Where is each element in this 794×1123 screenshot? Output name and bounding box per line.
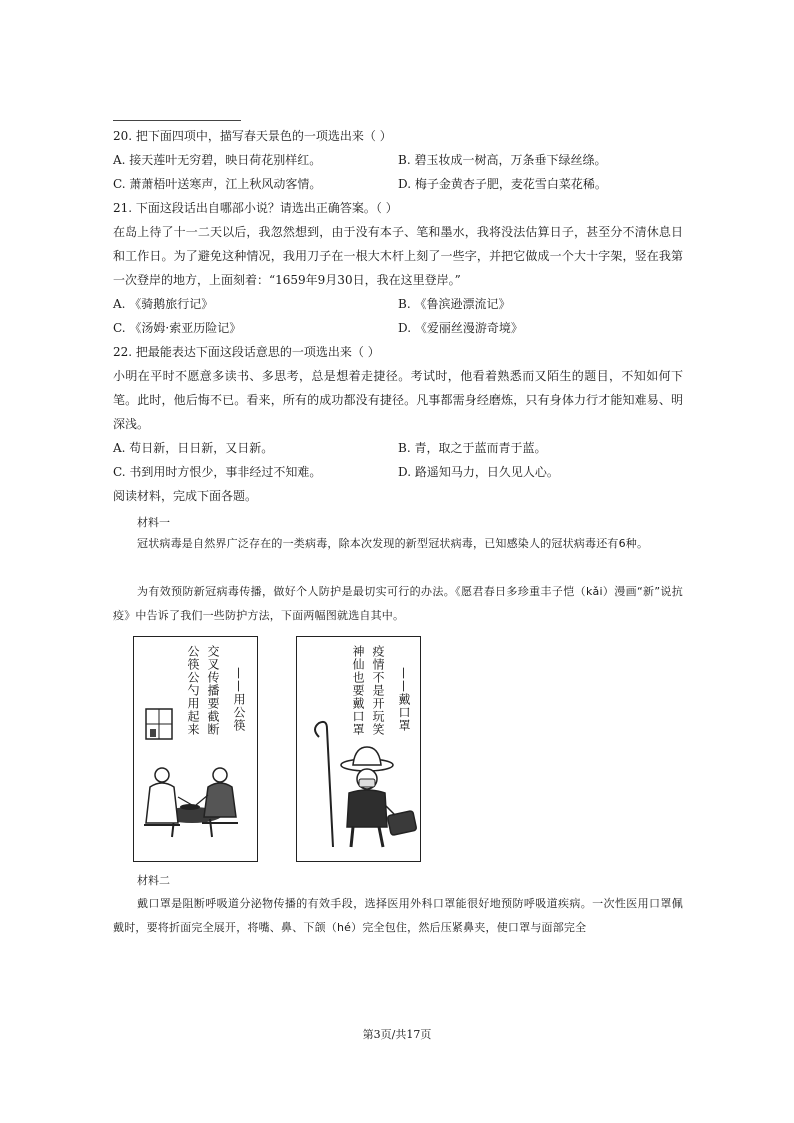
q22-option-d: D. 路遥知马力，日久见人心。 <box>398 465 559 479</box>
q22-passage: 小明在平时不愿意多读书、多思考，总是想着走捷径。考试时，他看着熟悉而又陌生的题目，不知如何下笔。此时，他后悔不已。看来，所有的成功都没有捷径。凡事都需身经磨炼，只有身体力行才能知难易、明深浅。 <box>113 369 683 431</box>
material1-paragraph-1: 冠状病毒是自然界广泛存在的一类病毒，除本次发现的新型冠状病毒，已知感染人的冠状病毒还有6种。 <box>137 537 649 550</box>
q20-option-a: A. 接天莲叶无穷碧，映日荷花别样红。 <box>113 153 322 167</box>
q20-stem: 20. 把下面四项中，描写春天景色的一项选出来（ ） <box>113 129 392 143</box>
q21-option-c: C. 《汤姆·索亚历险记》 <box>113 321 242 335</box>
q22-option-c: C. 书到用时方恨少，事非经过不知难。 <box>113 465 322 479</box>
q22-option-a: A. 苟日新，日日新，又日新。 <box>113 441 274 455</box>
q21-option-b: B. 《鲁滨逊漂流记》 <box>398 297 511 311</box>
reading-intro: 阅读材料，完成下面各题。 <box>113 489 258 503</box>
q21-option-a: A. 《骑鹅旅行记》 <box>113 297 214 311</box>
comic2-title: ——戴口罩 <box>397 667 411 732</box>
page-footer: 第3页/共17页 <box>362 1028 432 1041</box>
material2-paragraph-1: 戴口罩是阻断呼吸道分泌物传播的有效手段，选择医用外科口罩能很好地预防呼吸道疾病。一次性医用口罩佩戴时，要将折面完全展开，将嘴、鼻、下颌（hé）完全包住，然后压紧鼻夹，使口罩与面部完全 <box>113 897 683 934</box>
material1-paragraph-2: 为有效预防新冠病毒传播，做好个人防护是最切实可行的办法。《愿君春日多珍重丰子恺（kǎi）漫画“新”说抗疫》中告诉了我们一些防护方法，下面两幅图就选自其中。 <box>113 585 683 622</box>
q21-stem: 21. 下面这段话出自哪部小说？请选出正确答案。（ ） <box>113 201 398 215</box>
q20-option-b: B. 碧玉妆成一树高，万条垂下绿丝绦。 <box>398 153 607 167</box>
comic1-line-2: 公筷公勺用起来 <box>186 645 200 736</box>
comic2-line-1: 疫情不是开玩笑 <box>371 645 385 736</box>
comic2-line-2: 神仙也要戴口罩 <box>351 645 365 736</box>
header-rule <box>113 120 241 121</box>
comic1-line-1: 交叉传播要截断 <box>206 645 220 736</box>
material2-title: 材料二 <box>137 874 170 887</box>
comic-public-chopsticks <box>133 636 258 862</box>
dining-illustration <box>134 637 257 861</box>
q22-option-b: B. 青，取之于蓝而青于蓝。 <box>398 441 547 455</box>
q21-option-d: D. 《爱丽丝漫游奇境》 <box>398 321 523 335</box>
comic-wear-mask <box>296 636 421 862</box>
q20-option-d: D. 梅子金黄杏子肥，麦花雪白菜花稀。 <box>398 177 607 191</box>
material1-title: 材料一 <box>137 516 170 529</box>
q22-stem: 22. 把最能表达下面这段话意思的一项选出来（ ） <box>113 345 380 359</box>
comic1-title: ——用公筷 <box>232 667 246 732</box>
masked-figure-illustration <box>297 637 420 861</box>
q20-option-c: C. 萧萧梧叶送寒声，江上秋风动客情。 <box>113 177 322 191</box>
q21-passage: 在岛上待了十一二天以后，我忽然想到，由于没有本子、笔和墨水，我将没法估算日子，甚至分不清休息日和工作日。为了避免这种情况，我用刀子在一根大木杆上刻了一些字，并把它做成一个大十字架，竖在我第一次登岸的地方，上面刻着：“1659年9月30日，我在这里登岸。” <box>113 225 683 287</box>
